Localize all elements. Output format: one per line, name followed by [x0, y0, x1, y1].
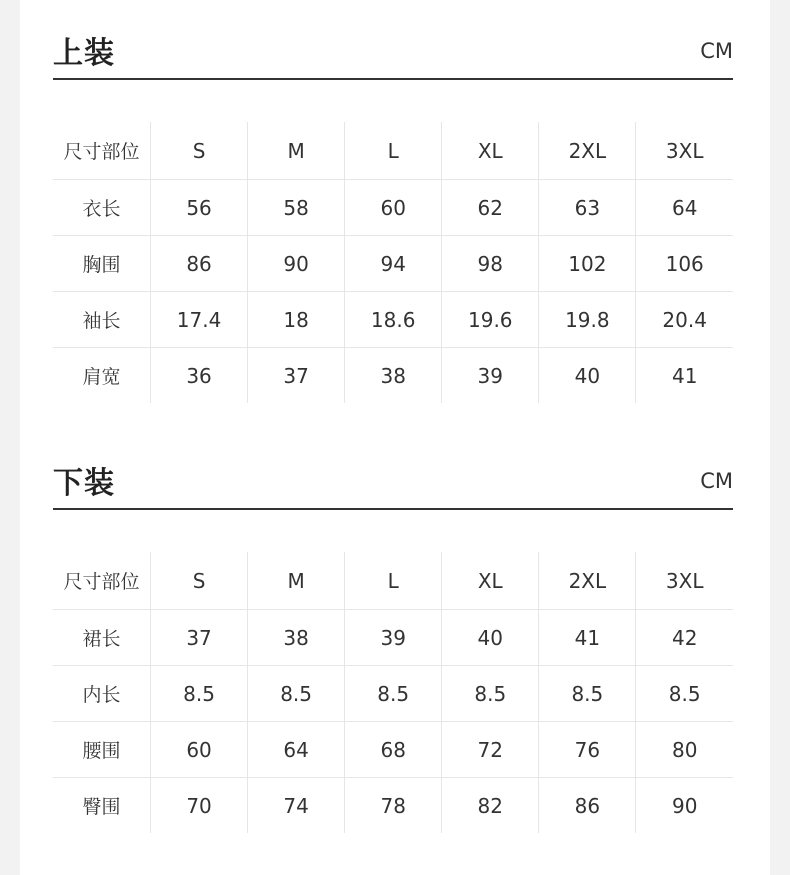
table-cell: 8.5	[539, 666, 636, 722]
table-cell: 56	[151, 180, 248, 236]
table-cell: 18.6	[345, 292, 442, 348]
table-cell: 80	[636, 722, 733, 778]
header-cell: 3XL	[636, 122, 733, 180]
table-cell: 86	[151, 236, 248, 292]
header-cell: 尺寸部位	[53, 122, 151, 180]
table-header-row	[53, 552, 733, 610]
header-cell: 2XL	[539, 552, 636, 610]
table-cell: 64	[636, 180, 733, 236]
table-cell: 37	[248, 348, 345, 404]
header-cell: M	[248, 122, 345, 180]
table-cell: 8.5	[345, 666, 442, 722]
bottoms-unit: CM	[700, 469, 733, 493]
table-cell: 38	[345, 348, 442, 404]
table-row	[53, 348, 733, 404]
tops-header	[53, 22, 733, 80]
table-cell: 78	[345, 778, 442, 834]
table-cell: 60	[345, 180, 442, 236]
table-cell: 82	[442, 778, 539, 834]
table-cell: 74	[248, 778, 345, 834]
row-label: 臀围	[53, 778, 151, 834]
header-cell: XL	[442, 122, 539, 180]
table-cell: 38	[248, 610, 345, 666]
row-label: 衣长	[53, 180, 151, 236]
table-cell: 41	[671, 363, 698, 388]
table-cell: 70	[151, 778, 248, 834]
table-cell: 8.5	[248, 666, 345, 722]
table-cell: 41	[539, 610, 636, 666]
row-label: 腰围	[53, 722, 151, 778]
table-cell: 72	[442, 722, 539, 778]
row-label: 袖长	[53, 292, 151, 348]
header-cell: 3XL	[636, 552, 733, 610]
table-cell: 60	[151, 722, 248, 778]
bottoms-size-table	[53, 552, 733, 833]
table-cell: 40	[539, 348, 636, 404]
table-cell: 42	[636, 610, 733, 666]
table-cell: 62	[442, 180, 539, 236]
header-cell: L	[345, 122, 442, 180]
table-row	[53, 292, 733, 348]
bottoms-section	[53, 452, 733, 818]
table-row	[53, 666, 733, 722]
table-row	[53, 722, 733, 778]
bottoms-title: 下装	[53, 466, 115, 501]
table-cell: 64	[248, 722, 345, 778]
header-cell: M	[248, 552, 345, 610]
size-chart-sheet	[20, 0, 770, 875]
table-cell: 86	[539, 778, 636, 834]
tops-size-table	[53, 122, 733, 403]
table-cell: 94	[345, 236, 442, 292]
table-cell: 76	[539, 722, 636, 778]
table-cell: 39	[345, 610, 442, 666]
row-label: 裙长	[53, 610, 151, 666]
header-cell: S	[151, 122, 248, 180]
table-cell: 19.6	[442, 292, 539, 348]
header-cell: XL	[442, 552, 539, 610]
row-label: 胸围	[53, 236, 151, 292]
table-cell: 98	[442, 236, 539, 292]
header-cell: 尺寸部位	[53, 552, 151, 610]
tops-title: 上装	[53, 36, 115, 71]
table-cell: 106	[636, 236, 733, 292]
table-row	[53, 610, 733, 666]
table-cell: 63	[539, 180, 636, 236]
table-cell: 17.4	[151, 292, 248, 348]
bottoms-header	[53, 452, 733, 510]
tops-section	[53, 22, 733, 388]
tops-unit: CM	[700, 39, 733, 63]
table-cell: 90	[671, 793, 698, 818]
header-cell: S	[151, 552, 248, 610]
table-row	[53, 236, 733, 292]
table-cell: 8.5	[442, 666, 539, 722]
table-cell: 20.4	[636, 292, 733, 348]
table-cell: 19.8	[539, 292, 636, 348]
header-cell: 2XL	[539, 122, 636, 180]
table-cell: 40	[442, 610, 539, 666]
table-cell: 18	[248, 292, 345, 348]
table-cell: 68	[345, 722, 442, 778]
table-cell: 37	[151, 610, 248, 666]
table-cell: 8.5	[151, 666, 248, 722]
table-row	[53, 180, 733, 236]
header-cell: L	[345, 552, 442, 610]
table-cell: 39	[442, 348, 539, 404]
table-cell: 36	[151, 348, 248, 404]
table-cell: 102	[539, 236, 636, 292]
table-cell: 58	[248, 180, 345, 236]
row-label: 肩宽	[53, 348, 151, 404]
table-cell: 90	[248, 236, 345, 292]
table-row	[53, 778, 733, 834]
table-header-row	[53, 122, 733, 180]
row-label: 内长	[53, 666, 151, 722]
table-cell: 8.5	[636, 666, 733, 722]
